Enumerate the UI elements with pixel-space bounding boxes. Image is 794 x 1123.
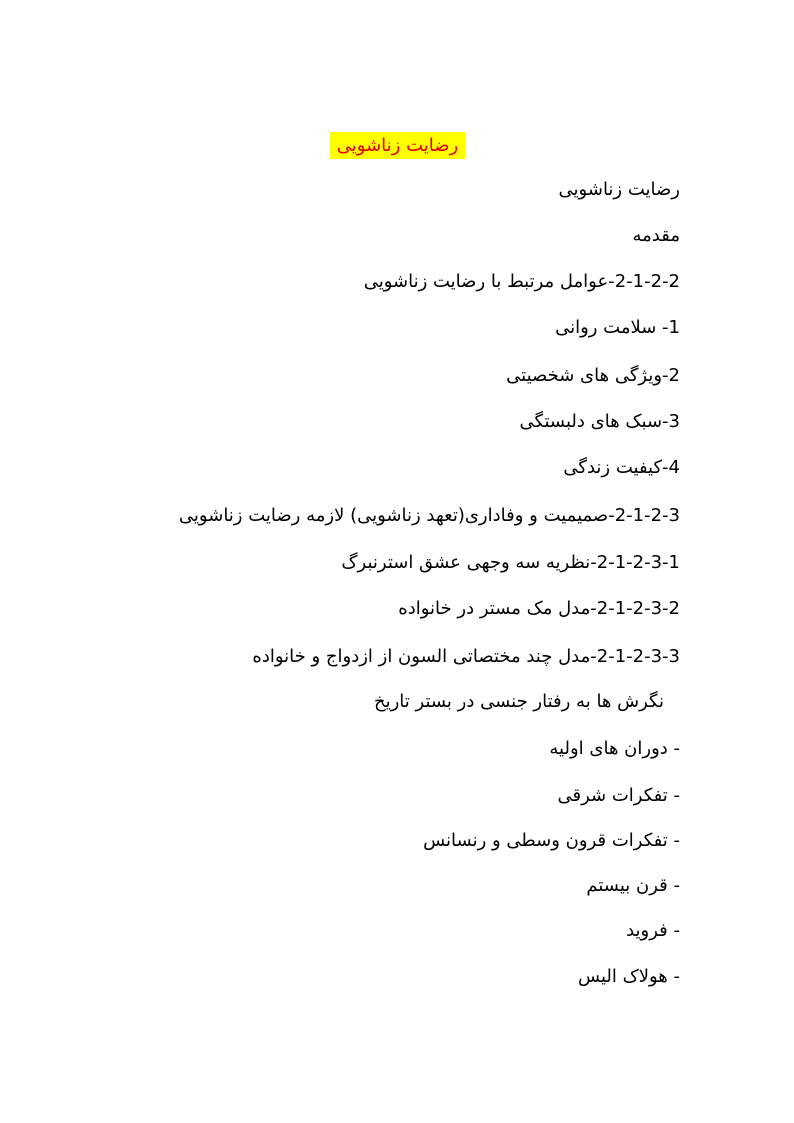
toc-line: 2-1-2-3-صمیمیت و وفاداری(تعهد زناشویی) لازمه رضایت زناشویی	[178, 505, 680, 526]
toc-line: نگرش ها به رفتار جنسی در بستر تاریخ	[373, 691, 664, 712]
toc-line: 2-1-2-3-1-نظریه سه وجهی عشق استرنبرگ	[341, 552, 680, 573]
toc-line: - هولاک الیس	[578, 966, 680, 987]
toc-line: - قرن بیستم	[586, 875, 680, 896]
toc-line: رضایت زناشویی	[558, 179, 680, 200]
page-title: رضایت زناشویی	[330, 132, 465, 159]
toc-line: - تفکرات قرون وسطی و رنسانس	[423, 830, 680, 851]
toc-line: 4-کیفیت زندگی	[563, 457, 680, 478]
toc-line: 3-سبک های دلبستگی	[519, 411, 680, 432]
toc-line: 2-1-2-2-عوامل مرتبط با رضایت زناشویی	[363, 271, 680, 292]
toc-line: - دوران های اولیه	[549, 738, 680, 759]
toc-line: 1- سلامت روانی	[555, 317, 680, 338]
toc-line: - فروید	[626, 920, 680, 941]
toc-line: 2-1-2-3-2-مدل مک مستر در خانواده	[398, 598, 680, 619]
toc-line: 2-1-2-3-3-مدل چند مختصاتی السون از ازدواج و خانواده	[252, 646, 680, 667]
toc-line: مقدمه	[632, 225, 680, 246]
toc-line: - تفکرات شرقی	[557, 785, 680, 806]
toc-line: 2-ویژگی های شخصیتی	[506, 365, 680, 386]
